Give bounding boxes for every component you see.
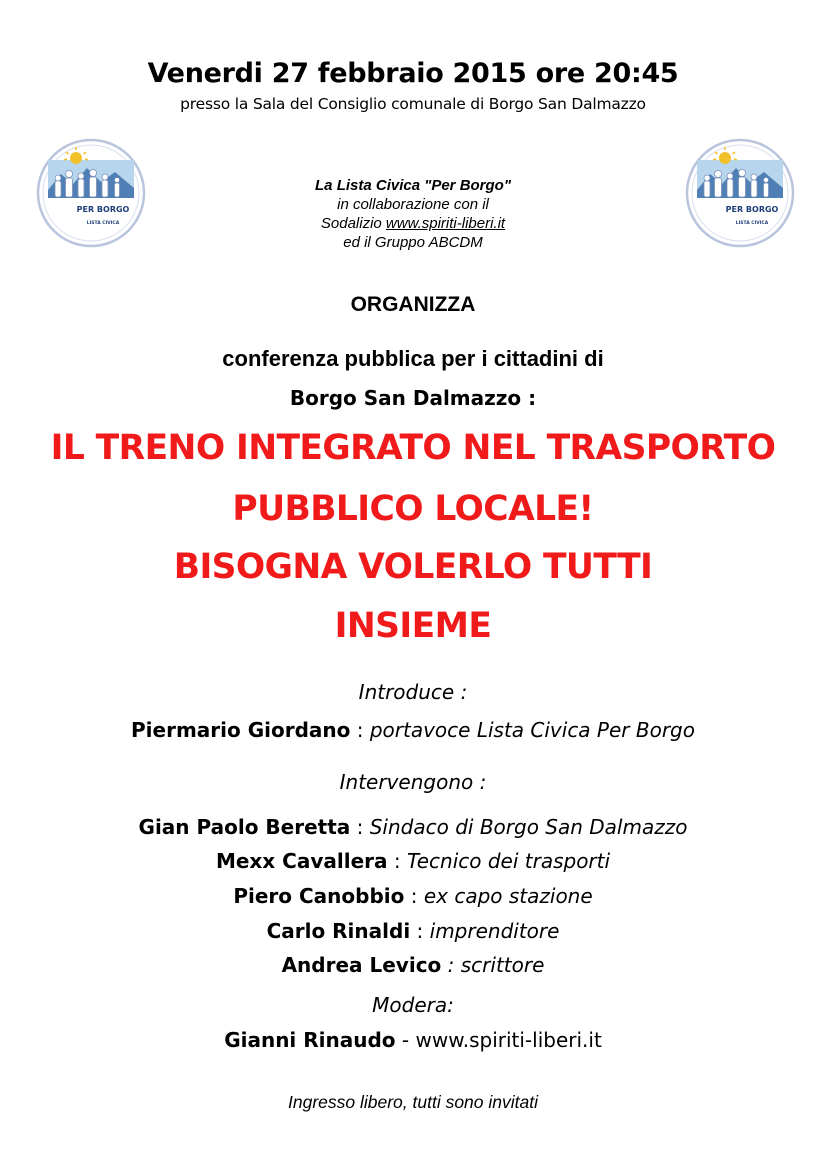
moderator-website: - www.spiriti-liberi.it: [395, 1028, 602, 1052]
introducer: [0, 718, 826, 742]
speaker-name: Carlo Rinaldi: [266, 919, 411, 943]
speaker-name: Andrea Levico: [281, 953, 442, 977]
moderator: [0, 1028, 826, 1052]
organizza-heading: ORGANIZZA: [350, 293, 476, 316]
speaker-separator: :: [441, 953, 461, 977]
conference-line-1: conferenza pubblica per i cittadini di: [222, 346, 604, 371]
introduce-label: Introduce :: [358, 680, 468, 704]
speaker-role: scrittore: [460, 953, 545, 977]
collaboration-line-1: La Lista Civica "Per Borgo": [315, 177, 511, 194]
logo-subtitle-right: LISTA CIVICA: [735, 221, 769, 226]
speaker-separator: :: [350, 815, 370, 839]
headline-line-3: BISOGNA VOLERLO TUTTI: [173, 547, 653, 587]
introducer-role: portavoce Lista Civica Per Borgo: [369, 718, 695, 742]
collaboration-line-4: ed il Gruppo ABCDM: [343, 234, 483, 251]
speaker-role: ex capo stazione: [423, 884, 593, 908]
event-date: Venerdi 27 febbraio 2015 ore 20:45: [147, 58, 679, 89]
speaker: [0, 919, 826, 943]
logo-name-right: PER BORGO: [725, 205, 779, 214]
collaboration-block: [0, 176, 826, 252]
speaker-name: Gian Paolo Beretta: [138, 815, 351, 839]
spiriti-liberi-link[interactable]: www.spiriti-liberi.it: [385, 215, 506, 232]
headline-line-1: IL TRENO INTEGRATO NEL TRASPORTO: [50, 428, 776, 468]
headline-line-4: INSIEME: [334, 606, 492, 646]
conference-line-2: Borgo San Dalmazzo :: [289, 386, 537, 410]
speaker: [0, 815, 826, 839]
speakers-label: Intervengono :: [339, 770, 487, 794]
speaker-role: Tecnico dei trasporti: [406, 849, 611, 873]
event-venue: presso la Sala del Consiglio comunale di Borgo San Dalmazzo: [180, 95, 646, 113]
speaker-separator: :: [387, 849, 407, 873]
speaker-role: Sindaco di Borgo San Dalmazzo: [369, 815, 688, 839]
speaker-name: Mexx Cavallera: [215, 849, 388, 873]
speaker: [0, 953, 826, 977]
headline-line-2: PUBBLICO LOCALE!: [232, 489, 594, 529]
speaker: [0, 849, 826, 873]
collaboration-line-2: in collaborazione con il: [337, 196, 489, 213]
speaker-role: imprenditore: [429, 919, 560, 943]
moderator-name: Gianni Rinaudo: [224, 1028, 396, 1052]
logo-name: PER BORGO: [76, 205, 130, 214]
introducer-name: Piermario Giordano: [131, 718, 351, 742]
introducer-separator: :: [350, 718, 370, 742]
footer-note: Ingresso libero, tutti sono invitati: [288, 1092, 538, 1112]
logo-subtitle: LISTA CIVICA: [86, 221, 120, 226]
speaker: [0, 884, 826, 908]
speaker-name: Piero Canobbio: [233, 884, 405, 908]
collaboration-prefix: Sodalizio: [320, 215, 386, 232]
moderator-label: Modera:: [372, 993, 454, 1017]
speaker-separator: :: [410, 919, 430, 943]
speaker-separator: :: [404, 884, 424, 908]
collaboration-line-3: [0, 214, 826, 233]
